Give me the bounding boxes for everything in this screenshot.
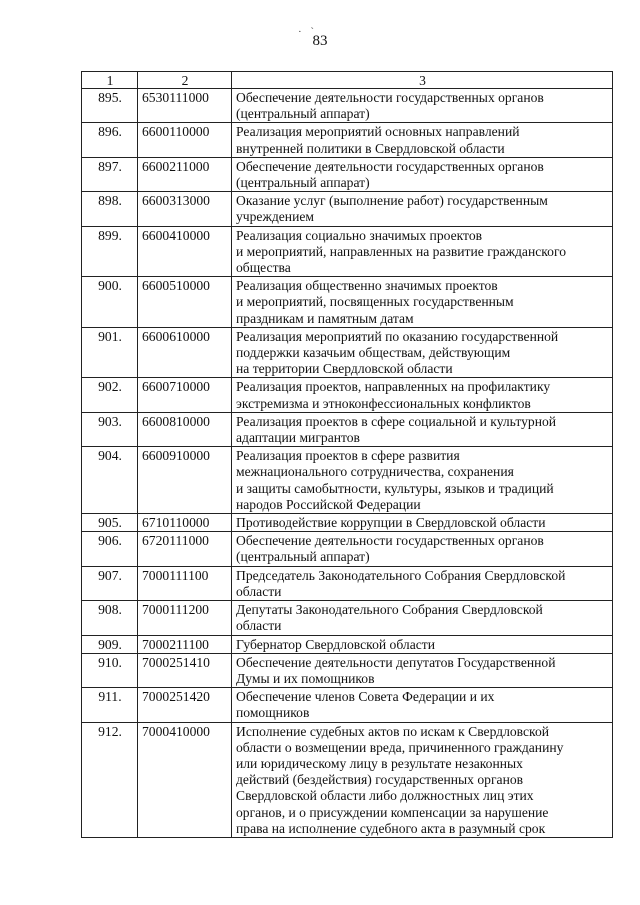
row-name: Обеспечение деятельности государственных органов (центральный аппарат) [232, 157, 613, 191]
row-number: 911. [82, 688, 138, 722]
row-number: 897. [82, 157, 138, 191]
row-number: 901. [82, 327, 138, 378]
row-code: 7000410000 [138, 722, 232, 837]
row-number: 905. [82, 514, 138, 532]
row-number: 906. [82, 532, 138, 566]
table-header-row [82, 72, 613, 89]
table-row [82, 327, 613, 378]
row-code: 6600211000 [138, 157, 232, 191]
row-number: 898. [82, 192, 138, 226]
column-header-code: 2 [138, 72, 232, 89]
table-row [82, 514, 613, 532]
column-header-name: 3 [232, 72, 613, 89]
row-name: Реализация проектов в сфере развития межнационального сотрудничества, сохранения и защиты самобытности, культуры, языков и традиций народов Российской Федерации [232, 447, 613, 514]
table-row [82, 601, 613, 635]
table-row [82, 653, 613, 687]
row-code: 6600313000 [138, 192, 232, 226]
table-row [82, 412, 613, 446]
row-code: 7000111200 [138, 601, 232, 635]
row-code: 6720111000 [138, 532, 232, 566]
row-number: 895. [82, 89, 138, 123]
row-name: Исполнение судебных актов по искам к Свердловской области о возмещении вреда, причиненного гражданину или юридическому лицу в результате незаконных действий (бездействия) государственных органов Свердловской области либо должностных лиц этих органов, и о присуждении компенсации за нарушение права на исполнение судебного акта в разумный срок [232, 722, 613, 837]
table-row [82, 722, 613, 837]
row-code: 7000111100 [138, 566, 232, 600]
table-row [82, 532, 613, 566]
table-row [82, 447, 613, 514]
row-code: 6600710000 [138, 378, 232, 412]
row-name: Обеспечение членов Совета Федерации и их помощников [232, 688, 613, 722]
row-name: Реализация мероприятий основных направлений внутренней политики в Свердловской области [232, 123, 613, 157]
table-row [82, 89, 613, 123]
row-name: Обеспечение деятельности государственных органов (центральный аппарат) [232, 532, 613, 566]
row-name: Оказание услуг (выполнение работ) государственным учреждением [232, 192, 613, 226]
table-row [82, 688, 613, 722]
row-name: Губернатор Свердловской области [232, 635, 613, 653]
row-number: 908. [82, 601, 138, 635]
page-number: 83 [312, 33, 328, 49]
scan-mark: · ` [298, 26, 318, 38]
table-row [82, 192, 613, 226]
table-row [82, 157, 613, 191]
table-row [82, 566, 613, 600]
row-number: 907. [82, 566, 138, 600]
row-name: Председатель Законодательного Собрания Свердловской области [232, 566, 613, 600]
row-number: 899. [82, 226, 138, 277]
row-number: 912. [82, 722, 138, 837]
table-row [82, 635, 613, 653]
row-name: Реализация проектов в сфере социальной и культурной адаптации мигрантов [232, 412, 613, 446]
column-header-number: 1 [82, 72, 138, 89]
row-number: 903. [82, 412, 138, 446]
row-code: 6600410000 [138, 226, 232, 277]
table-row [82, 277, 613, 328]
row-code: 6710110000 [138, 514, 232, 532]
row-name: Обеспечение деятельности депутатов Государственной Думы и их помощников [232, 653, 613, 687]
row-name: Реализация проектов, направленных на профилактику экстремизма и этноконфессиональных конфликтов [232, 378, 613, 412]
budget-classification-table [81, 71, 613, 838]
row-code: 6600910000 [138, 447, 232, 514]
table-row [82, 378, 613, 412]
row-code: 6530111000 [138, 89, 232, 123]
table-row [82, 123, 613, 157]
row-number: 910. [82, 653, 138, 687]
row-code: 6600810000 [138, 412, 232, 446]
row-code: 6600110000 [138, 123, 232, 157]
row-number: 909. [82, 635, 138, 653]
row-number: 902. [82, 378, 138, 412]
row-code: 7000251420 [138, 688, 232, 722]
row-name: Реализация социально значимых проектов и мероприятий, направленных на развитие гражданского общества [232, 226, 613, 277]
row-name: Противодействие коррупции в Свердловской области [232, 514, 613, 532]
row-code: 7000251410 [138, 653, 232, 687]
row-name: Депутаты Законодательного Собрания Свердловской области [232, 601, 613, 635]
table-row [82, 226, 613, 277]
row-code: 6600510000 [138, 277, 232, 328]
row-name: Обеспечение деятельности государственных органов (центральный аппарат) [232, 89, 613, 123]
row-number: 896. [82, 123, 138, 157]
row-name: Реализация общественно значимых проектов и мероприятий, посвященных государственным праздникам и памятным датам [232, 277, 613, 328]
row-name: Реализация мероприятий по оказанию государственной поддержки казачьим обществам, действующим на территории Свердловской области [232, 327, 613, 378]
row-number: 904. [82, 447, 138, 514]
row-code: 6600610000 [138, 327, 232, 378]
row-code: 7000211100 [138, 635, 232, 653]
row-number: 900. [82, 277, 138, 328]
